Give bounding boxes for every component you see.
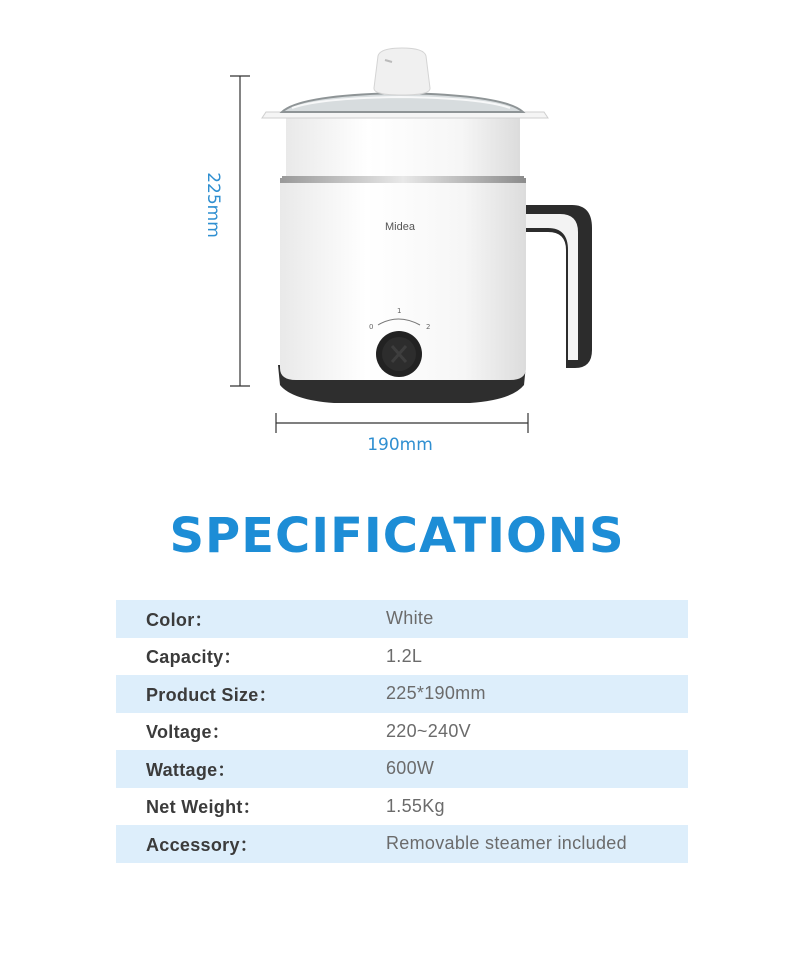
- spec-value: Removable steamer included: [386, 833, 627, 854]
- spec-label: Net Weight：: [146, 797, 261, 818]
- spec-label: Accessory：: [146, 834, 259, 855]
- dial-mark-0: 0: [369, 323, 374, 331]
- height-label: 225mm: [203, 172, 223, 238]
- spec-value: 220~240V: [386, 720, 471, 741]
- spec-value: 225*190mm: [386, 683, 486, 704]
- specifications-title: SPECIFICATIONS: [169, 508, 625, 564]
- spec-row-product-size: [116, 675, 688, 713]
- spec-row-color: [116, 600, 688, 638]
- spec-row-accessory: [116, 825, 688, 863]
- spec-label: Voltage：: [146, 722, 231, 743]
- spec-label: Product Size：: [146, 684, 277, 705]
- spec-value: 1.55Kg: [386, 795, 445, 816]
- spec-value: White: [386, 608, 434, 629]
- spec-value: 600W: [386, 758, 435, 779]
- spec-row-voltage: [116, 713, 688, 751]
- lid-knob: [374, 48, 430, 95]
- width-dimension-line: [276, 413, 528, 433]
- height-dimension-line: [230, 76, 250, 386]
- spec-label: Color：: [146, 609, 213, 630]
- dial-mark-1: 1: [397, 307, 402, 315]
- dial-mark-2: 2: [426, 323, 431, 331]
- spec-row-capacity: [116, 638, 688, 676]
- brand-logo: Midea: [385, 221, 415, 233]
- width-label: 190mm: [367, 435, 433, 455]
- steamer-basket: [286, 118, 520, 178]
- spec-row-net-weight: [116, 788, 688, 826]
- spec-label: Capacity：: [146, 647, 242, 668]
- spec-label: Wattage：: [146, 759, 236, 780]
- spec-row-wattage: [116, 750, 688, 788]
- spec-value: 1.2L: [386, 645, 423, 666]
- specifications-table: [116, 600, 688, 863]
